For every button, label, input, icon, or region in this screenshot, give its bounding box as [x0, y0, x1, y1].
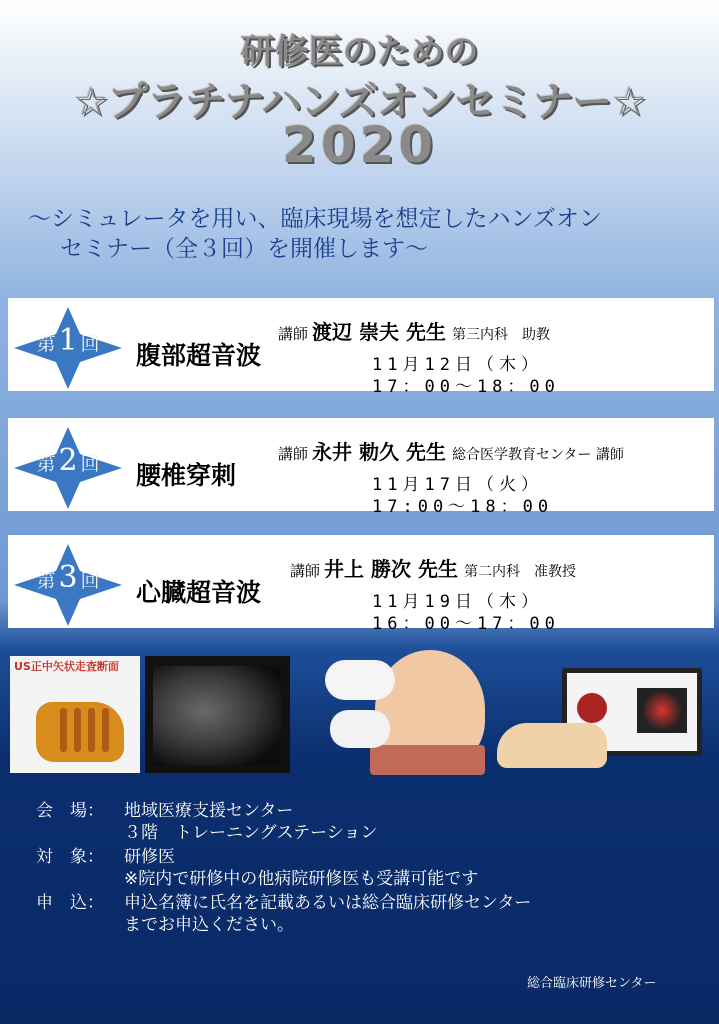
- ultrasound-simulator-photo: [10, 656, 140, 773]
- footer-organizer: 総合臨床研修センター: [527, 976, 657, 991]
- title-line-2: ☆プラチナハンズオンセミナー☆: [72, 79, 647, 125]
- venue-key: 会 場：: [36, 801, 104, 821]
- lecturer-dept: 第三内科 助教: [451, 327, 550, 343]
- lumbar-puncture-model-photo: [325, 650, 490, 775]
- session-time: 17:00～18：00: [372, 497, 554, 517]
- session-date: 11月17日（火）: [372, 475, 543, 495]
- lecturer-name: 井上 勝次 先生: [324, 557, 458, 581]
- target-value: 研修医: [124, 847, 175, 867]
- venue-line: [36, 800, 293, 822]
- subtitle-line-2: セミナー（全３回）を開催します～: [60, 236, 428, 262]
- session-topic: 心臓超音波: [136, 578, 262, 607]
- apply-value: 申込名簿に氏名を記載あるいは総合臨床研修センター: [124, 893, 532, 913]
- lecturer-line: [278, 436, 624, 465]
- session-card-1: [8, 298, 714, 397]
- session-number-label: 第 3 回: [36, 560, 100, 595]
- lecturer-name: 永井 勅久 先生: [312, 440, 446, 464]
- session-date: 11月12日（木）: [372, 355, 543, 375]
- lecturer-dept: 総合医学教育センター 講師: [451, 447, 624, 463]
- subtitle-line-1: ～シミュレータを用い、臨床現場を想定したハンズオン: [28, 206, 602, 232]
- session-time: 16：00～17：00: [372, 614, 560, 634]
- apply-key: 申 込：: [36, 893, 104, 913]
- ultrasound-image-photo: [145, 656, 290, 773]
- session-topic: 腰椎穿刺: [136, 461, 237, 490]
- session-date: 11月19日（木）: [372, 592, 543, 612]
- lecturer-dept: 第二内科 准教授: [463, 564, 576, 580]
- lecturer-line: [278, 316, 550, 345]
- apply-line-2: までお申込ください。: [124, 915, 294, 935]
- venue-value: 地域医療支援センター: [124, 801, 294, 821]
- lecturer-line: [290, 553, 576, 582]
- lecturer-role: 講師: [278, 325, 309, 343]
- title-line-1: 研修医のための: [240, 32, 479, 72]
- session-number-label: 第 2 回: [36, 443, 100, 478]
- session-card-3: [8, 535, 714, 634]
- target-note: ※院内で研修中の他病院研修医も受講可能です: [124, 869, 479, 889]
- lecturer-role: 講師: [278, 445, 309, 463]
- lecturer-role: 講師: [290, 562, 321, 580]
- cardiac-simulator-photo: [497, 668, 707, 773]
- session-topic: 腹部超音波: [136, 341, 262, 370]
- title-year: 2020: [281, 116, 438, 174]
- session-time: 17：00～18：00: [372, 377, 560, 397]
- target-key: 対 象：: [36, 847, 104, 867]
- session-number-label: 第 1 回: [36, 323, 100, 358]
- target-line: [36, 846, 175, 868]
- photo-label: US正中矢状走査断面: [14, 660, 119, 673]
- session-card-2: [8, 418, 714, 517]
- apply-line: [36, 892, 531, 914]
- venue-line-2: ３階 トレーニングステーション: [124, 823, 378, 843]
- lecturer-name: 渡辺 崇夫 先生: [312, 320, 446, 344]
